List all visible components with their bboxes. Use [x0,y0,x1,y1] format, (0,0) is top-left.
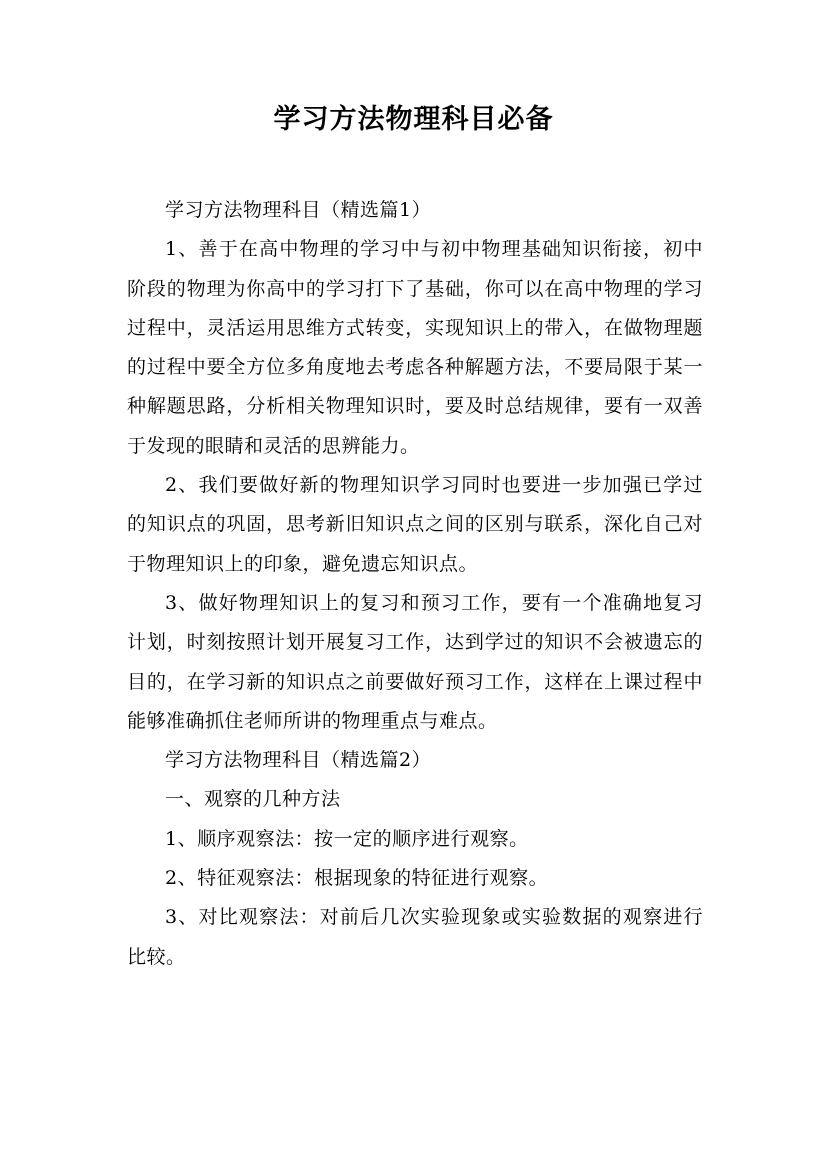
section-heading-1: 学习方法物理科目（精选篇1） [165,199,432,221]
subheading-observation-methods: 一、观察的几种方法 [165,788,341,811]
paragraph-3: 3、做好物理知识上的复习和预习工作，要有一个准确地复习计划，时刻按照计划开展复习工作，达到学过的知识不会被遗忘的目的，在学习新的知识点之前要做好预习工作，这样在上课过程中能够准确抓住老师所讲的物理重点与难点。 [127,591,703,732]
list-item-comparative-observation: 3、对比观察法：对前后几次实验现象或实验数据的观察进行比较。 [127,906,703,968]
paragraph-1: 1、善于在高中物理的学习中与初中物理基础知识衔接，初中阶段的物理为你高中的学习打下了基础，你可以在高中物理的学习过程中，灵活运用思维方式转变，实现知识上的带入，在做物理题的过程中要全方位多角度地去考虑各种解题方法，不要局限于某一种解题思路，分析相关物理知识时，要及时总结规律，要有一双善于发现的眼睛和灵活的思辨能力。 [127,238,703,457]
paragraph-2: 2、我们要做好新的物理知识学习同时也要进一步加强已学过的知识点的巩固，思考新旧知识点之间的区别与联系，深化自己对于物理知识上的印象，避免遗忘知识点。 [127,474,703,575]
list-item-sequential-observation: 1、顺序观察法：按一定的顺序进行观察。 [165,827,529,850]
document-body [127,191,703,977]
document-title: 学习方法物理科目必备 [273,104,554,135]
list-item-feature-observation: 2、特征观察法：根据现象的特征进行观察。 [165,867,549,890]
section-heading-2: 学习方法物理科目（精选篇2） [165,749,432,772]
